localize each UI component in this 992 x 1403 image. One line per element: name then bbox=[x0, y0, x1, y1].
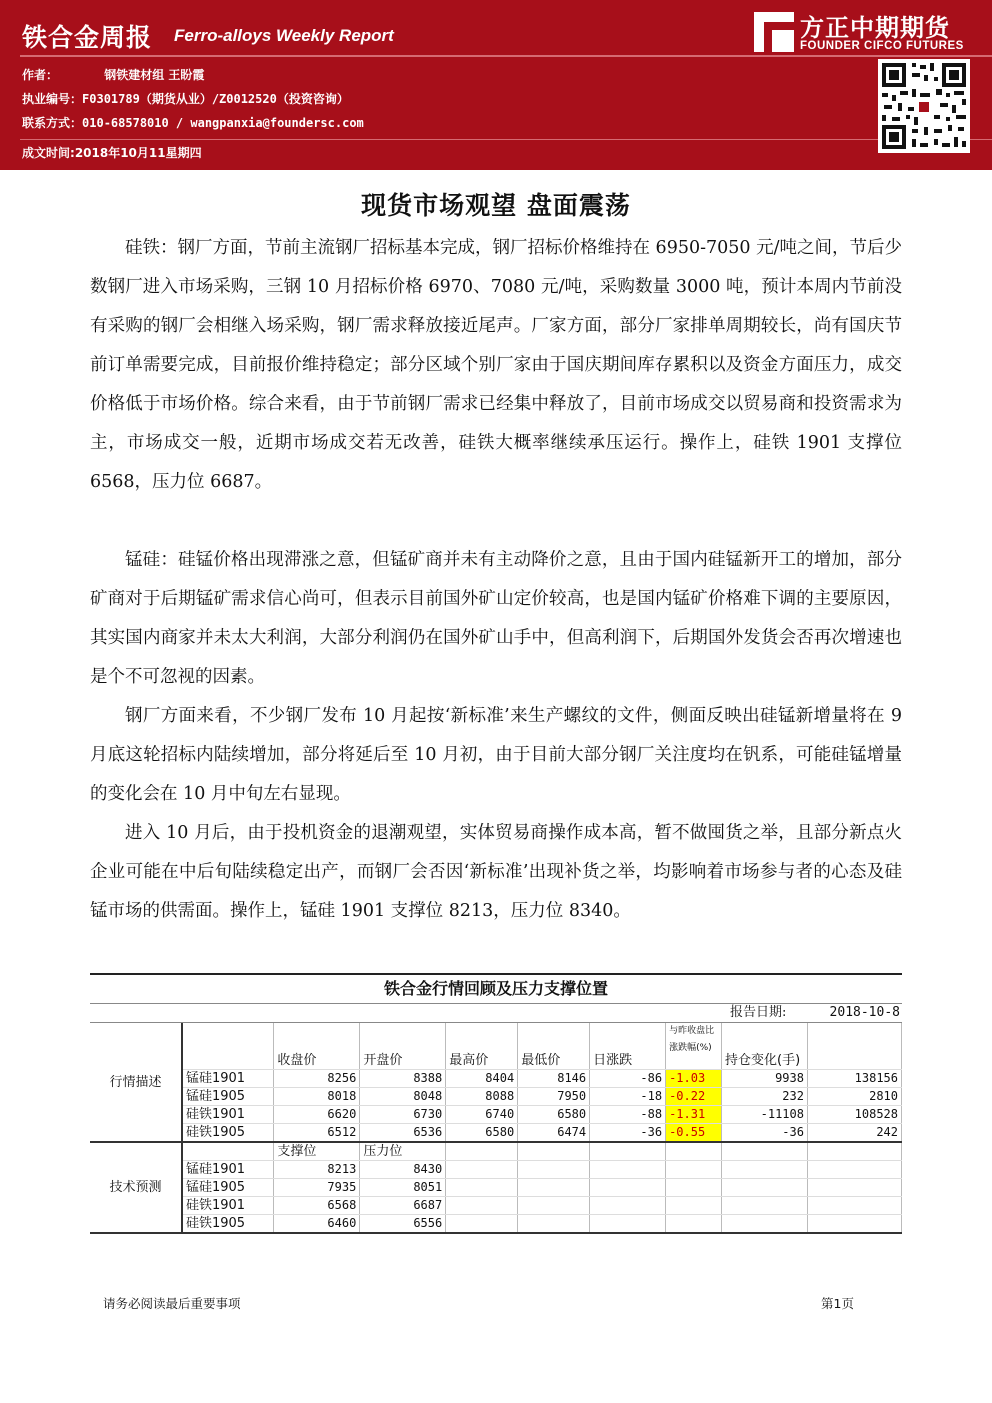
cell-oi-change: 9938 bbox=[722, 1070, 808, 1088]
cell-close: 6620 bbox=[274, 1106, 360, 1124]
table-row bbox=[90, 1106, 902, 1124]
row-contract: 锰硅1901 bbox=[182, 1161, 274, 1179]
cell-oi: 108528 bbox=[807, 1106, 901, 1124]
table-row bbox=[90, 1088, 902, 1106]
cell-pct-change: -1.31 bbox=[666, 1106, 722, 1124]
cell-oi-change: -36 bbox=[722, 1124, 808, 1143]
cell-resistance: 6687 bbox=[360, 1197, 446, 1215]
cell-change: -88 bbox=[590, 1106, 666, 1124]
logo-name-cn: 方正中期期货 bbox=[800, 14, 950, 42]
cell-pct-change: -0.55 bbox=[666, 1124, 722, 1143]
row-contract: 锰硅1905 bbox=[182, 1088, 274, 1106]
contact-line bbox=[22, 114, 364, 131]
contact-value: 010-68578010 / wangpanxia@foundersc.com bbox=[82, 116, 364, 130]
row-contract: 硅铁1905 bbox=[182, 1124, 274, 1143]
tech-header-row bbox=[90, 1142, 902, 1161]
footer-page-number: 第1页 bbox=[821, 1296, 854, 1311]
row-contract: 锰硅1901 bbox=[182, 1070, 274, 1088]
cell-low: 6474 bbox=[518, 1124, 590, 1143]
header-oi-change: 持仓变化(手) bbox=[722, 1023, 808, 1070]
header-resistance: 压力位 bbox=[360, 1142, 446, 1161]
author-label: 作者： bbox=[22, 68, 59, 82]
cell-open: 8048 bbox=[360, 1088, 446, 1106]
cell-close: 6512 bbox=[274, 1124, 360, 1143]
cell-oi: 242 bbox=[807, 1124, 901, 1143]
cell-support: 6460 bbox=[274, 1215, 360, 1234]
logo-mark-icon bbox=[754, 12, 794, 52]
paragraph-silicomanganese: 锰硅：硅锰价格出现滞涨之意，但锰矿商并未有主动降价之意，且由于国内硅锰新开工的增加，部分矿商对于后期锰矿需求信心尚可，但表示目前国外矿山定价较高，也是国内锰矿价格难下调的主要原因，其实国内商家并未太大利润，大部分利润仍在国外矿山手中，但高利润下，后期国外发货会否再次增速也是个不可忽视的因素。 bbox=[90, 550, 902, 687]
report-date-row bbox=[90, 1004, 902, 1023]
date-value: 2018年10月11星期四 bbox=[74, 146, 202, 160]
header-divider-2 bbox=[20, 139, 992, 140]
cell-low: 6580 bbox=[518, 1106, 590, 1124]
cell-support: 6568 bbox=[274, 1197, 360, 1215]
report-date-label: 报告日期: bbox=[730, 1005, 787, 1020]
cell-pct-change: -1.03 bbox=[666, 1070, 722, 1088]
footer-disclaimer-notice: 请务必阅读最后重要事项 bbox=[103, 1296, 241, 1311]
header-open: 开盘价 bbox=[360, 1023, 446, 1070]
header-low: 最低价 bbox=[518, 1023, 590, 1070]
row-contract: 锰硅1905 bbox=[182, 1179, 274, 1197]
cell-support: 8213 bbox=[274, 1161, 360, 1179]
cell-low: 7950 bbox=[518, 1088, 590, 1106]
cell-high: 8088 bbox=[446, 1088, 518, 1106]
table-title: 铁合金行情回顾及压力支撑位置 bbox=[90, 973, 902, 1004]
cell-support: 7935 bbox=[274, 1179, 360, 1197]
company-logo bbox=[754, 8, 980, 56]
license-line bbox=[22, 90, 349, 107]
table-row bbox=[90, 1161, 902, 1179]
cell-pct-change: -0.22 bbox=[666, 1088, 722, 1106]
report-header bbox=[0, 0, 992, 170]
row-contract: 硅铁1905 bbox=[182, 1215, 274, 1234]
cell-resistance: 8430 bbox=[360, 1161, 446, 1179]
header-close: 收盘价 bbox=[274, 1023, 360, 1070]
document-title: 现货市场观望 盘面震荡 bbox=[361, 191, 631, 220]
cell-high: 6580 bbox=[446, 1124, 518, 1143]
qr-code-icon bbox=[878, 59, 970, 153]
cell-oi-change: -11108 bbox=[722, 1106, 808, 1124]
report-title-en: Ferro-alloys Weekly Report bbox=[174, 26, 394, 45]
table-row bbox=[90, 1179, 902, 1197]
cell-oi-change: 232 bbox=[722, 1088, 808, 1106]
paragraph-october-outlook: 进入 10 月后，由于投机资金的退潮观望，实体贸易商操作成本高，暂不做囤货之举，且部分新点火企业可能在中后旬陆续稳定出产，而钢厂会否因‘新标准’出现补货之举，均影响着市场参与者的心态及硅锰市场的供需面。操作上，锰硅 1901 支撑位 8213，压力位 8340。 bbox=[90, 823, 902, 921]
author-line bbox=[22, 66, 204, 83]
report-title-cn: 铁合金周报 bbox=[22, 23, 153, 52]
logo-name-en: FOUNDER CIFCO FUTURES bbox=[800, 40, 964, 52]
row-contract: 硅铁1901 bbox=[182, 1197, 274, 1215]
contact-label: 联系方式： bbox=[22, 116, 83, 130]
header-high: 最高价 bbox=[446, 1023, 518, 1070]
cell-resistance: 6556 bbox=[360, 1215, 446, 1234]
qr-code-graphic bbox=[878, 59, 970, 153]
cell-open: 6536 bbox=[360, 1124, 446, 1143]
market-review-table bbox=[90, 973, 902, 1234]
header-change: 日涨跌 bbox=[590, 1023, 666, 1070]
cell-close: 8256 bbox=[274, 1070, 360, 1088]
license-label: 执业编号： bbox=[22, 92, 83, 106]
paragraph-steel-mills: 钢厂方面来看，不少钢厂发布 10 月起按‘新标准’来生产螺纹的文件，侧面反映出硅锰新增量将在 9 月底这轮招标内陆续增加，部分将延后至 10 月初，由于目前大部分钢厂关注度均在钒系，可能硅锰增量的变化会在 10 月中旬左右显现。 bbox=[90, 706, 902, 804]
license-value: F0301789（期货从业）/Z0012520（投资咨询） bbox=[82, 92, 349, 106]
table-row bbox=[90, 1215, 902, 1234]
cell-high: 6740 bbox=[446, 1106, 518, 1124]
cell-resistance: 8051 bbox=[360, 1179, 446, 1197]
report-date-value: 2018-10-8 bbox=[829, 1005, 900, 1020]
author-value: 钢铁建材组 王盼霞 bbox=[104, 68, 205, 82]
table-row bbox=[90, 1070, 902, 1088]
paragraph-ferrosilicon: 硅铁：钢厂方面，节前主流钢厂招标基本完成，钢厂招标价格维持在 6950-7050 元/吨之间，节后少数钢厂进入市场采购，三钢 10 月招标价格 6970、7080 元/吨，采购数量 3000 吨，预计本周内节前没有采购的钢厂会相继入场采购，钢厂需求释放接近尾声。厂家方面，部分厂家排单周期较长，尚有国庆节前订单需要完成，目前报价维持稳定；部分区域个别厂家由于国庆期间库存累积以及资金方面压力，成交价格低于市场价格。综合来看，由于节前钢厂需求已经集中释放了，目前市场成交以贸易商和投资需求为主，市场成交一般，近期市场成交若无改善，硅铁大概率继续承压运行。操作上，硅铁 1901 支撑位 6568，压力位 6687。 bbox=[90, 238, 903, 492]
cell-change: -86 bbox=[590, 1070, 666, 1088]
table-row bbox=[90, 1124, 902, 1143]
cell-change: -18 bbox=[590, 1088, 666, 1106]
cell-low: 8146 bbox=[518, 1070, 590, 1088]
cell-oi: 2810 bbox=[807, 1088, 901, 1106]
date-label: 成文时间: bbox=[22, 146, 75, 160]
table-header-row bbox=[90, 1023, 902, 1070]
cell-close: 8018 bbox=[274, 1088, 360, 1106]
market-data-grid bbox=[90, 1023, 902, 1234]
cell-high: 8404 bbox=[446, 1070, 518, 1088]
header-pct-change: 与昨收盘比涨跌幅(%) bbox=[666, 1023, 722, 1070]
date-line bbox=[22, 144, 202, 161]
cell-open: 6730 bbox=[360, 1106, 446, 1124]
cell-open: 8388 bbox=[360, 1070, 446, 1088]
section-market-label: 行情描述 bbox=[90, 1023, 182, 1142]
header-support: 支撑位 bbox=[274, 1142, 360, 1161]
cell-change: -36 bbox=[590, 1124, 666, 1143]
section-tech-label: 技术预测 bbox=[90, 1142, 182, 1233]
row-contract: 硅铁1901 bbox=[182, 1106, 274, 1124]
table-row bbox=[90, 1197, 902, 1215]
cell-oi: 138156 bbox=[807, 1070, 901, 1088]
